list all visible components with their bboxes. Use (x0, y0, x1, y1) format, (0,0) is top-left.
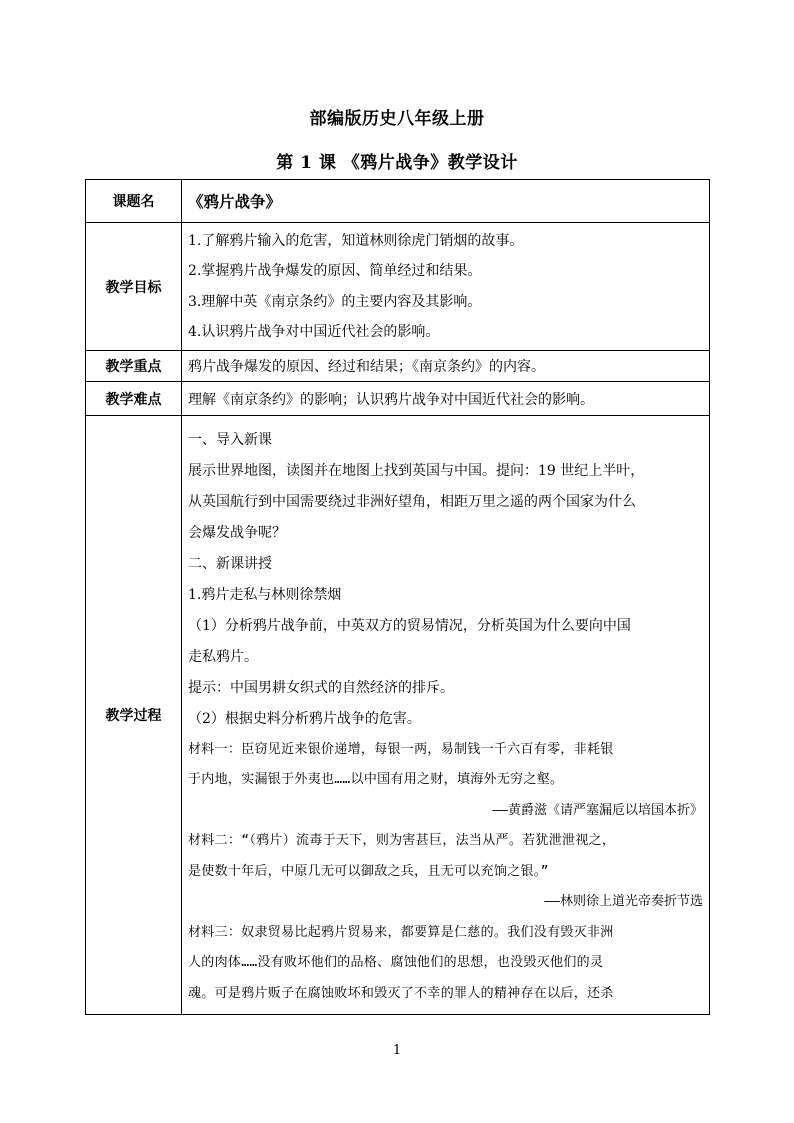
material-one-line: 材料一：臣窃见近来银价递增，每银一两，易制钱一千六百有零，非耗银 (188, 741, 614, 757)
key-points-value: 鸦片战争爆发的原因、经过和结果；《南京条约》的内容。 (182, 351, 710, 382)
material-two-source: ——林则徐上道光帝奏折节选 (544, 894, 703, 910)
material-three-line: 魂。可是鸦片贩子在腐蚀败坏和毁灭了不幸的罪人的精神存在以后，还杀 (188, 985, 614, 1001)
row-label-name: 课题名 (86, 180, 182, 223)
process-line: （1）分析鸦片战争前，中英双方的贸易情况，分析英国为什么要向中国 (188, 617, 631, 634)
table-row (86, 223, 710, 351)
lesson-name-value: 《鸦片战争》 (182, 180, 710, 223)
material-two-line: 是使数十年后，中原几无可以御敌之兵，且无可以充饷之银。” (188, 863, 549, 879)
goal-item: 1.了解鸦片输入的危害，知道林则徐虎门销烟的故事。 (188, 232, 524, 249)
process-line: 走私鸦片。 (188, 648, 258, 665)
document-title: 部编版历史八年级上册 (309, 109, 485, 129)
goal-item: 3.理解中英《南京条约》的主要内容及其影响。 (188, 293, 482, 310)
material-three-line: 人的肉体……没有败坏他们的品格、腐蚀他们的思想，也没毁灭他们的灵 (188, 955, 604, 971)
process-line: 展示世界地图，读图并在地图上找到英国与中国。提问：19 世纪上半叶， (188, 462, 645, 479)
process-line: 会爆发战争呢？ (188, 524, 286, 541)
goal-item: 4.认识鸦片战争对中国近代社会的影响。 (188, 324, 440, 340)
goals-cell (182, 223, 710, 351)
lesson-title: 第 1 课 《鸦片战争》教学设计 (276, 153, 518, 173)
process-line: 提示：中国男耕女织式的自然经济的排斥。 (188, 679, 454, 696)
lesson-plan-table (85, 179, 710, 1015)
page-number: 1 (392, 1043, 402, 1058)
process-line: 1.鸦片走私与林则徐禁烟 (188, 586, 342, 603)
row-label-process: 教学过程 (86, 416, 182, 1015)
material-three-line: 材料三：奴隶贸易比起鸦片贸易来，都要算是仁慈的。我们没有毁灭非洲 (188, 924, 614, 940)
row-label-goals: 教学目标 (86, 223, 182, 351)
row-label-difficulty: 教学难点 (86, 382, 182, 416)
process-cell (182, 416, 710, 1015)
process-line: 从英国航行到中国需要绕过非洲好望角，相距万里之遥的两个国家为什么 (188, 493, 636, 510)
material-two-line: 材料二：“（鸦片）流毒于天下，则为害甚巨，法当从严。若犹泄泄视之， (188, 833, 616, 849)
row-label-key: 教学重点 (86, 351, 182, 382)
process-line: 二、新课讲授 (188, 555, 272, 572)
table-row (86, 416, 710, 1015)
difficulty-value: 理解《南京条约》的影响；认识鸦片战争对中国近代社会的影响。 (182, 382, 710, 416)
table-row (86, 180, 710, 223)
material-one-source: ——黄爵滋《请严塞漏卮以培国本折》 (492, 802, 703, 818)
material-one-line: 于内地，实漏银于外夷也……以中国有用之财，填海外无穷之壑。 (188, 772, 564, 788)
goal-item: 2.掌握鸦片战争爆发的原因、简单经过和结果。 (188, 263, 482, 279)
process-line: （2）根据史料分析鸦片战争的危害。 (188, 710, 421, 727)
table-row (86, 351, 710, 382)
table-row (86, 382, 710, 416)
process-line: 一、导入新课 (188, 431, 272, 448)
